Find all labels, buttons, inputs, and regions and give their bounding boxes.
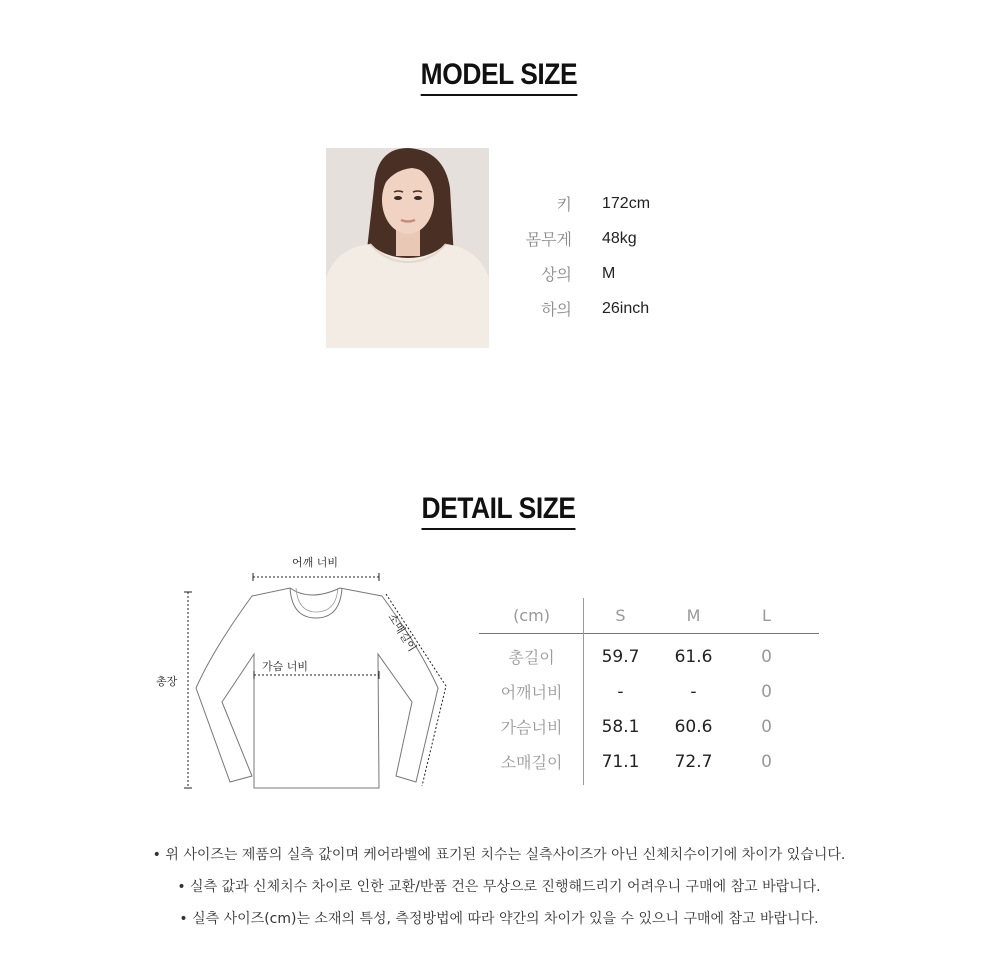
table-cell: 60.6: [674, 716, 713, 737]
model-photo: [326, 148, 489, 348]
note-item: • 실측 사이즈(cm)는 소재의 특성, 측정방법에 따라 약간의 차이가 있을 수 있으니 구매에 참고 바랍니다.: [179, 911, 819, 927]
table-cell: 71.1: [601, 751, 640, 772]
spec-row-top: [500, 256, 700, 291]
spec-key: 몸무게: [525, 230, 572, 249]
spec-value: 48kg: [602, 229, 637, 247]
model-size-title: MODEL SIZE: [0, 58, 998, 96]
spec-key: 하의: [541, 300, 572, 319]
spec-row-weight: [500, 221, 700, 256]
row-label: 어깨너비: [500, 683, 563, 702]
table-cell: 0: [761, 681, 772, 702]
spec-value: 26inch: [602, 299, 650, 317]
table-row: [479, 674, 819, 709]
note-item: • 위 사이즈는 제품의 실측 값이며 케어라벨에 표기된 치수는 실측사이즈가 아닌 신체치수이기에 차이가 있습니다.: [152, 847, 846, 863]
table-cell: 58.1: [601, 716, 640, 737]
row-label: 소매길이: [500, 753, 563, 772]
table-cell: 0: [761, 716, 772, 737]
column-header-s: S: [615, 606, 626, 625]
row-label: 가슴너비: [500, 718, 563, 737]
spec-value: M: [602, 264, 616, 282]
table-cell: 59.7: [601, 646, 640, 667]
chest-width-label: 가슴 너비: [262, 660, 309, 673]
spec-row-bottom: [500, 291, 700, 326]
shoulder-width-label: 어깨 너비: [292, 556, 339, 569]
sleeve-length-label: 소매길이: [385, 611, 419, 655]
total-length-label: 총장: [156, 675, 178, 688]
table-cell: -: [690, 681, 697, 702]
table-row: [479, 744, 819, 779]
table-cell: 0: [761, 751, 772, 772]
table-cell: 61.6: [674, 646, 713, 667]
detail-size-title: DETAIL SIZE: [0, 492, 998, 530]
table-cell: 0: [761, 646, 772, 667]
unit-header: (cm): [513, 606, 550, 625]
size-notes: [0, 843, 998, 939]
table-row: [479, 709, 819, 744]
model-spec-list: [500, 186, 700, 326]
note-item: • 실측 값과 신체치수 차이로 인한 교환/반품 건은 무상으로 진행해드리기 어려우니 구매에 참고 바랍니다.: [177, 879, 821, 895]
column-header-m: M: [686, 606, 701, 625]
size-table: [479, 598, 819, 779]
spec-row-height: [500, 186, 700, 221]
column-header-l: L: [762, 606, 771, 625]
spec-key: 상의: [541, 265, 572, 284]
spec-value: 172cm: [602, 194, 651, 212]
garment-diagram: [150, 548, 460, 798]
table-divider: [583, 598, 584, 785]
table-row: [479, 639, 819, 674]
row-label: 총길이: [508, 648, 555, 667]
spec-key: 키: [556, 195, 572, 214]
table-cell: 72.7: [674, 751, 713, 772]
table-cell: -: [617, 681, 624, 702]
table-header-row: [479, 598, 819, 634]
